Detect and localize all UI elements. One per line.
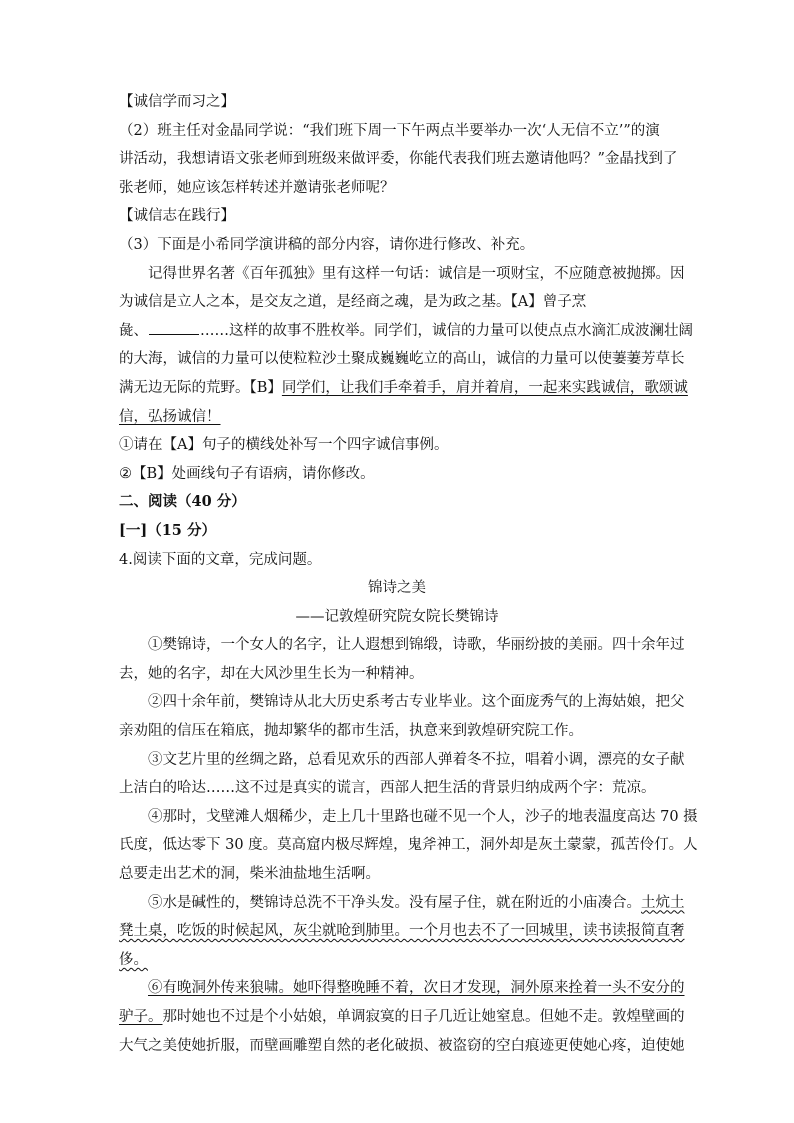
paragraph-line	[119, 1003, 685, 1032]
speech-line	[119, 317, 693, 346]
speech-text: ……这样的故事不胜枚举。同学们，诚信的力量可以使点点水滴汇成波澜壮阔	[200, 322, 693, 339]
speech-line	[119, 403, 675, 432]
paragraph-line: ④那时，戈壁滩人烟稀少，走上几十里路也碰不见一个人，沙子的地表温度高达 70 摄	[148, 808, 698, 825]
fill-in-blank[interactable]	[149, 320, 199, 335]
paragraph-text: ⑤水是碱性的，樊锦诗总洗不干净头发。没有屋子住，就在附近的小庙凑合。	[148, 894, 641, 911]
underlined-sentence: 同学们，让我们手牵着手，肩并着肩，一起来实践诚信，歌颂诚	[281, 379, 688, 396]
question-4: 4.阅读下面的文章，完成问题。	[119, 551, 322, 568]
wavy-underlined-text: 侈。	[119, 951, 148, 968]
paragraph-line: 氏度，低达零下 30 度。莫高窟内极尽辉煌，鬼斧神工，洞外却是灰土蒙蒙，孤苦伶仃。人	[119, 837, 698, 854]
paragraph-line	[119, 889, 685, 918]
section-header-practice: 【诚信学而习之】	[119, 94, 235, 110]
paragraph-line: 亲劝阻的信压在箱底，抛却繁华的都市生活，执意来到敦煌研究院工作。	[119, 723, 583, 740]
underlined-sentence: 信，弘扬诚信！	[119, 408, 221, 425]
paragraph-line	[119, 974, 685, 1003]
section-header-action: 【诚信志在践行】	[119, 208, 235, 225]
wavy-underlined-text: 凳土桌，吃饭的时候起风，灰尘就呛到肺里。一个月也去不了一回城里，读书读报简直奢	[119, 923, 685, 940]
paragraph-line	[119, 946, 675, 975]
paragraph-line	[119, 917, 685, 946]
speech-text: 满无边无际的荒野。【B】	[119, 379, 282, 396]
speech-line: 的大海，诚信的力量可以使粒粒沙土聚成巍巍屹立的高山，诚信的力量可以使萋萋芳草长	[119, 351, 685, 368]
article-title: 锦诗之美	[368, 580, 426, 597]
reading-part-title: 二、阅读（40 分）	[119, 493, 246, 511]
paragraph-line: ②四十余年前，樊锦诗从北大历史系考古专业毕业。这个面庞秀气的上海姑娘，把父	[148, 694, 685, 711]
reading-sub-title: [一]（15 分）	[119, 521, 216, 539]
speech-text: 彘、	[119, 322, 148, 339]
document-body	[119, 88, 698, 1060]
underlined-text: ⑥有晚洞外传来狼啸。她吓得整晚睡不着，次日才发现，洞外原来拴着一头不安分的	[148, 980, 685, 997]
speech-line	[119, 374, 688, 403]
task-2: ②【B】处画线句子有语病，请你修改。	[119, 465, 375, 482]
speech-line: 记得世界名著《百年孤独》里有这样一句话：诚信是一项财宝，不应随意被抛掷。因	[148, 265, 685, 282]
paragraph-line: 去，她的名字，却在大风沙里生长为一种精神。	[119, 665, 424, 682]
paragraph-line: 总要走出艺术的洞，柴米油盐地生活啊。	[119, 866, 380, 883]
article-subtitle: ——记敦煌研究院女院长樊锦诗	[295, 608, 499, 625]
task-1: ①请在【A】句子的横线处补写一个四字诚信事例。	[119, 437, 449, 454]
question-2-line: （2）班主任对金晶同学说：“我们班下周一下午两点半要举办一次‘人无信不立’”的演	[119, 122, 660, 139]
underlined-text: 驴子。	[119, 1009, 163, 1025]
paragraph-line: ①樊锦诗，一个女人的名字，让人遐想到锦缎，诗歌，华丽纷披的美丽。四十余年过	[148, 637, 685, 654]
paragraph-line: ③文艺片里的丝绸之路，总看见欢乐的西部人弹着冬不拉，唱着小调，漂亮的女子献	[148, 751, 685, 768]
question-2-line: 讲活动，我想请语文张老师到班级来做评委，你能代表我们班去邀请他吗？”金晶找到了	[119, 151, 678, 168]
speech-line: 为诚信是立人之本，是交友之道，是经商之魂，是为政之基。【A】曾子烹	[119, 294, 587, 311]
question-2-line: 张老师，她应该怎样转述并邀请张老师呢？	[119, 179, 395, 196]
paragraph-line: 大气之美使她折服，而壁画雕塑自然的老化破损、被盗窃的空白痕迹更使她心疼，迫使她	[119, 1037, 685, 1054]
question-3-intro: （3）下面是小希同学演讲稿的部分内容，请你进行修改、补充。	[119, 236, 535, 253]
paragraph-text: 那时她也不过是个小姑娘，单调寂寞的日子几近让她窒息。但她不走。敦煌壁画的	[162, 1009, 685, 1025]
wavy-underlined-text: 土炕土	[641, 894, 685, 911]
paragraph-line: 上洁白的哈达……这不过是真实的谎言，西部人把生活的背景归纳成两个字：荒凉。	[119, 780, 656, 797]
